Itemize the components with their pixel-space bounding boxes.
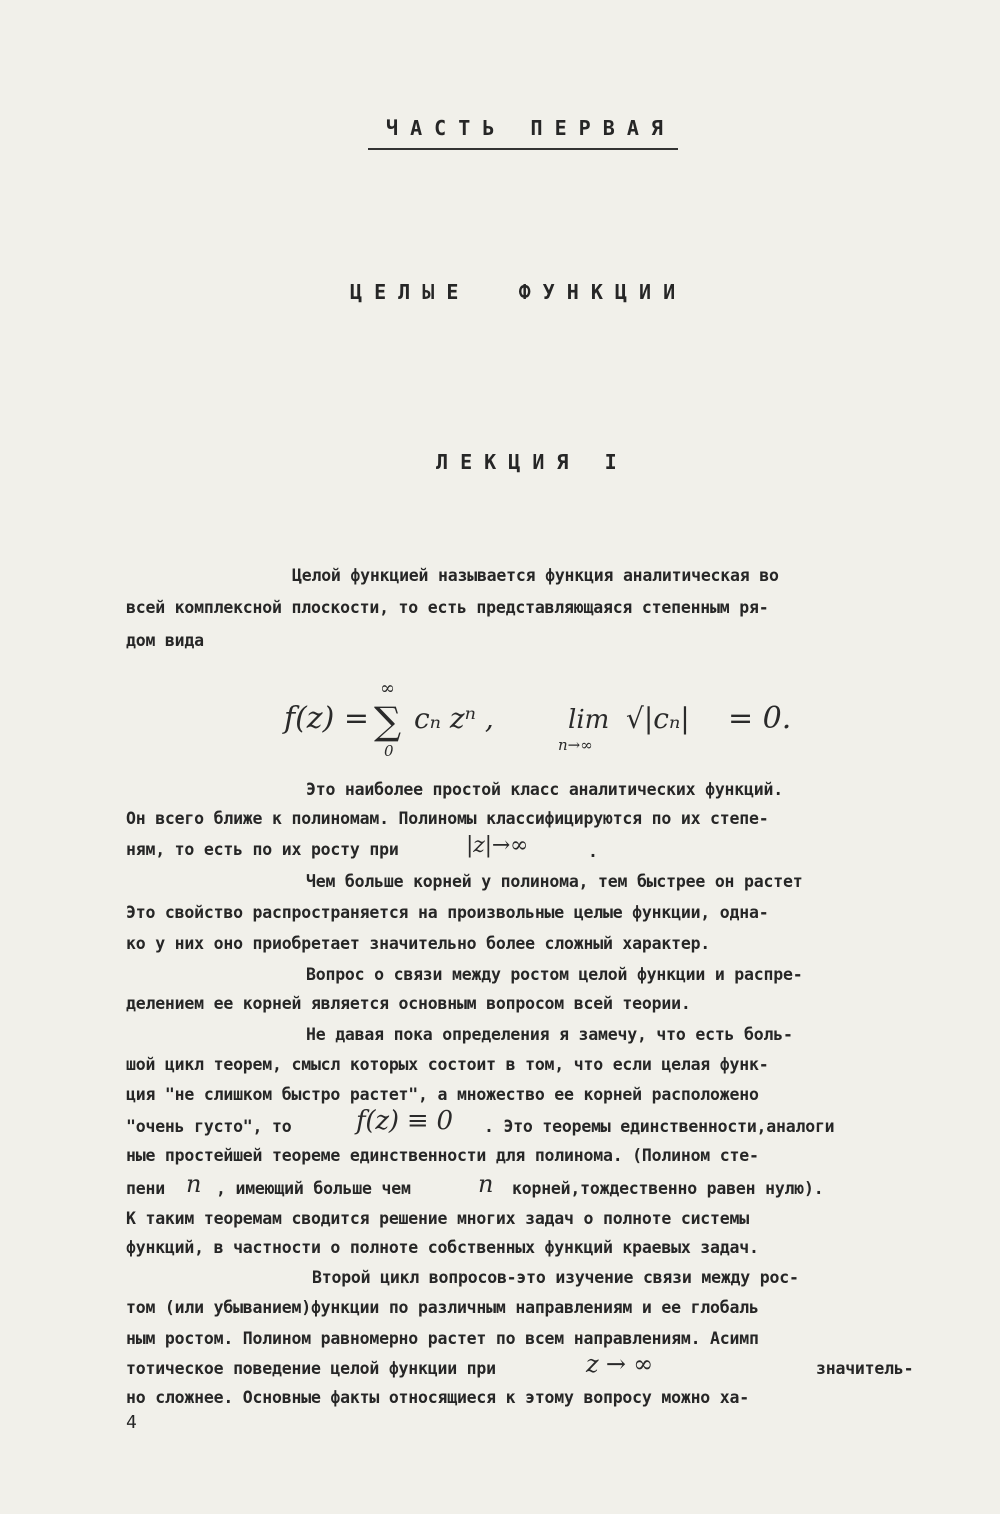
formula-lhs: f(z) =	[284, 701, 369, 736]
text-line: пени	[126, 1179, 165, 1198]
part-title-underline	[368, 148, 678, 150]
text-line: том (или убыванием)функции по различным направлениям и ее глобаль	[126, 1298, 759, 1317]
text-line: Это свойство распространяется на произвольные целые функции, одна-	[126, 903, 769, 922]
series-formula	[280, 672, 840, 762]
handwritten-n: n	[186, 1170, 202, 1198]
text-line: Чем больше корней у полинома, тем быстрее он растет	[306, 872, 803, 891]
text-line: делением ее корней является основным вопросом всей теории.	[126, 994, 691, 1013]
text-line: Вопрос о связи между ростом целой функции и распре-	[306, 965, 803, 984]
text-line: Второй цикл вопросов-это изучение связи между рос-	[312, 1268, 799, 1287]
handwritten-z-limit: z → ∞	[586, 1350, 654, 1378]
section-title: Ц Е Л Ы Е Ф У Н К Ц И И	[350, 280, 676, 304]
formula-sum-sign: ∑	[374, 699, 402, 743]
formula-lim-subscript: n→∞	[558, 736, 593, 754]
formula-lim: lim	[568, 705, 610, 735]
text-line: . Это теоремы единственности,аналоги	[484, 1117, 835, 1136]
text-line: Он всего ближе к полиномам. Полиномы классифицируются по их степе-	[126, 809, 769, 828]
text-line: значитель-	[816, 1359, 914, 1378]
text-line: , имеющий больше чем	[216, 1179, 411, 1198]
text-line: тотическое поведение целой функции при	[126, 1359, 496, 1378]
lecture-title: Л Е К Ц И Я I	[436, 450, 617, 474]
formula-root: √|cₙ|	[626, 702, 690, 735]
text-line: К таким теоремам сводится решение многих задач о полноте системы	[126, 1209, 749, 1228]
part-title: Ч А С Т Ь П Е Р В А Я	[386, 116, 663, 140]
page-number: 4	[126, 1412, 137, 1433]
text-line: Целой функцией называется функция аналитическая во	[292, 566, 779, 585]
formula-term: cₙ zⁿ ,	[414, 702, 494, 735]
formula-sum-bottom: 0	[384, 742, 394, 760]
text-line: Это наиболее простой класс аналитических функций.	[306, 780, 783, 799]
handwritten-n: n	[478, 1170, 494, 1198]
text-line-period: .	[588, 842, 598, 861]
text-line: но сложнее. Основные факты относящиеся к этому вопросу можно ха-	[126, 1388, 749, 1407]
text-line: всей комплексной плоскости, то есть представляющаяся степенным ря-	[126, 598, 769, 617]
text-line: "очень густо", то	[126, 1117, 292, 1136]
text-line: корней,тождественно равен нулю).	[512, 1179, 824, 1198]
formula-rhs: = 0.	[728, 701, 792, 736]
text-line: ные простейшей теореме единственности для полинома. (Полином сте-	[126, 1146, 759, 1165]
text-line: ко у них оно приобретает значительно более сложный характер.	[126, 934, 711, 953]
text-line: шой цикл теорем, смысл которых состоит в том, что если целая функ-	[126, 1055, 769, 1074]
text-line: Не давая пока определения я замечу, что есть боль-	[306, 1025, 793, 1044]
handwritten-f-identically-zero: f(z) ≡ 0	[356, 1106, 453, 1136]
handwritten-abs-z-limit: |z|→∞	[466, 833, 529, 858]
text-line: дом вида	[126, 631, 204, 650]
text-line: функций, в частности о полноте собственных функций краевых задач.	[126, 1238, 759, 1257]
text-line: ным ростом. Полином равномерно растет по всем направлениям. Асимп	[126, 1329, 759, 1348]
text-line: ням, то есть по их росту при	[126, 840, 399, 859]
text-line: ция "не слишком быстро растет", а множество ее корней расположено	[126, 1085, 759, 1104]
formula-sum-top: ∞	[380, 678, 395, 699]
